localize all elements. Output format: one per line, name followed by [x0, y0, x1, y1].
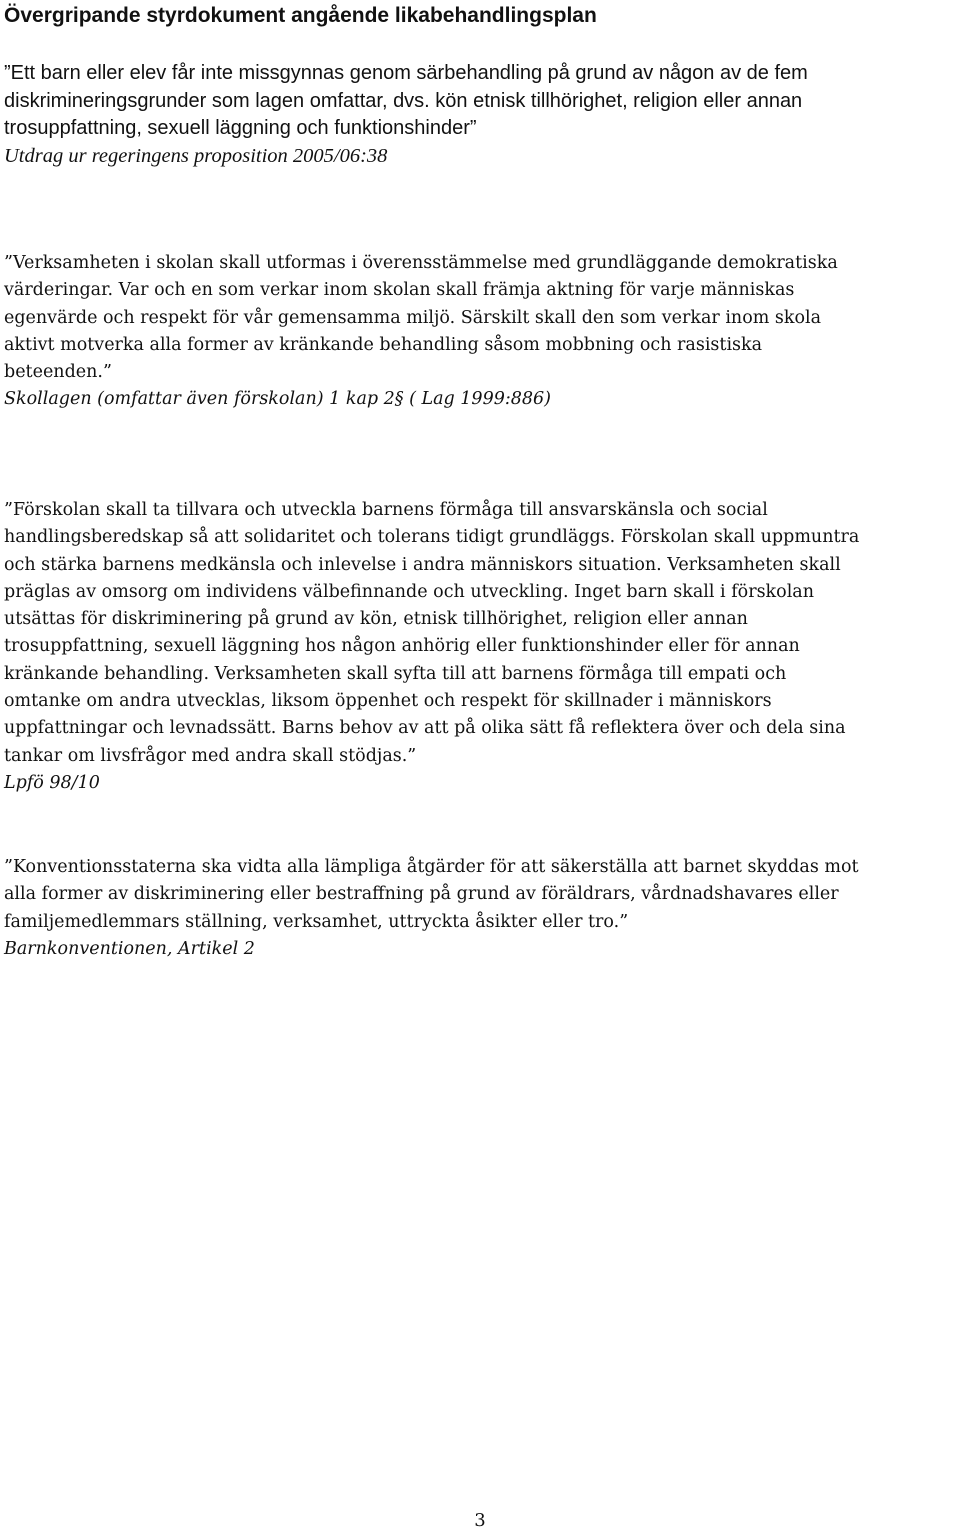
quote-source: Skollagen (omfattar även förskolan) 1 kap 2§ ( Lag 1999:886): [4, 389, 551, 410]
quote-line: ”Förskolan skall ta tillvara och utveckla barnens förmåga till ansvarskänsla och social: [4, 500, 768, 520]
quote-line: kränkande behandling. Verksamheten skall syfta till att barnens förmåga till empati och: [4, 663, 787, 684]
quote-line: egenvärde och respekt för vår gemensamma miljö. Särskilt skall den som verkar inom skola: [4, 307, 822, 328]
quote-line: beteenden.”: [4, 362, 112, 383]
quote-line: handlingsberedskap så att solidaritet och tolerans tidigt grundläggs. Förskolan skall uppmuntra: [4, 527, 860, 548]
page-title: Övergripande styrdokument angående likabehandlingsplan: [4, 4, 597, 27]
quote-source: Barnkonventionen, Artikel 2: [4, 938, 255, 959]
quote-line: värderingar. Var och en som verkar inom skolan skall främja aktning för varje människas: [4, 280, 795, 301]
quote-line: präglas av omsorg om individens välbefinnande och utveckling. Inget barn skall i förskolan: [4, 581, 814, 602]
quote-line: trosuppfattning, sexuell läggning och funktionshinder”: [4, 117, 477, 139]
quote-line: ”Verksamheten i skolan skall utformas i överensstämmelse med grundläggande demokratiska: [4, 253, 838, 273]
quote-line: ”Konventionsstaterna ska vidta alla lämpliga åtgärder för att säkerställa att barnet skyddas mot: [4, 857, 859, 877]
quote-source: Lpfö 98/10: [4, 772, 100, 793]
quote-line: familjemedlemmars ställning, verksamhet, uttryckta åsikter eller tro.”: [4, 911, 629, 932]
quote-lpfo: [4, 497, 859, 797]
quote-line: aktivt motverka alla former av kränkande behandling såsom mobbning och rasistiska: [4, 334, 763, 355]
quote-line: och stärka barnens medkänsla och inlevelse i andra människors situation. Verksamheten skall: [4, 554, 841, 575]
quote-line: tankar om livsfrågor med andra skall stödjas.”: [4, 745, 417, 766]
quote-line: omtanke om andra utvecklas, liksom öppenhet och respekt för skillnader i människors: [4, 691, 772, 712]
quote-source: Utdrag ur regeringens proposition 2005/06:38: [4, 144, 388, 167]
quote-skollagen: [4, 250, 838, 414]
quote-line: diskrimineringsgrunder som lagen omfattar, dvs. kön etnisk tillhörighet, religion eller annan: [4, 89, 803, 112]
quote-line: uppfattningar och levnadssätt. Barns behov av att på olika sätt få reflektera över och dela sina: [4, 718, 846, 739]
quote-proposition: [4, 60, 808, 170]
quote-line: utsättas för diskriminering på grund av kön, etnisk tillhörighet, religion eller annan: [4, 609, 748, 630]
quote-line: trosuppfattning, sexuell läggning hos någon anhörig eller funktionshinder eller för annan: [4, 636, 800, 657]
quote-line: ”Ett barn eller elev får inte missgynnas genom särbehandling på grund av någon av de fem: [4, 62, 808, 84]
page-number: 3: [474, 1510, 486, 1531]
quote-barnkonventionen: [4, 854, 859, 963]
quote-line: alla former av diskriminering eller bestraffning på grund av föräldrars, vårdnadshavares eller: [4, 884, 839, 905]
